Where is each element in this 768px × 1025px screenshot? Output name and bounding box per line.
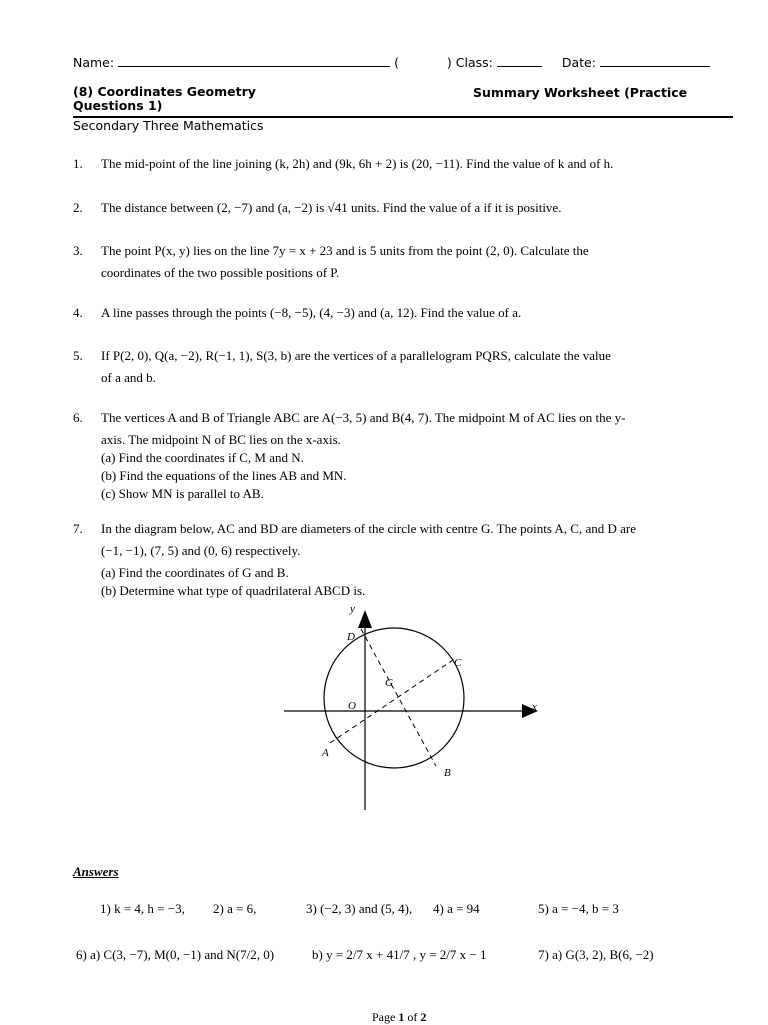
name-blank[interactable] — [118, 54, 390, 67]
question-number: 3. — [73, 243, 83, 258]
question-text: The point P(x, y) lies on the line 7y = x + 23 and is 5 units from the point (2, 0). Calculate the — [101, 243, 589, 258]
title-right: Summary Worksheet (Practice — [473, 85, 688, 100]
label-x: x — [532, 701, 537, 713]
date-blank[interactable] — [600, 54, 710, 67]
answer-item: 6) a) C(3, −7), M(0, −1) and N(7/2, 0) — [76, 947, 275, 962]
name-label: Name: — [73, 55, 115, 70]
question-number: 7. — [73, 521, 83, 536]
answers-heading: Answers — [73, 864, 119, 879]
page-title — [73, 85, 256, 113]
page-of: of — [407, 1010, 418, 1024]
question-text: of a and b. — [101, 370, 156, 385]
y-axis-arrow — [358, 610, 372, 628]
answer-item: 2) a = 6, — [213, 901, 257, 916]
question-number: 6. — [73, 410, 83, 425]
answer-item: 3) (−2, 3) and (5, 4), — [306, 901, 413, 916]
page-label: Page — [372, 1010, 396, 1024]
question-text: The distance between (2, −7) and (a, −2) is √41 units. Find the value of a if it is positive. — [101, 200, 562, 215]
title-line-2: Questions 1) — [73, 98, 163, 113]
question-part: (b) Determine what type of quadrilateral ABCD is. — [101, 583, 366, 598]
page-current: 1 — [398, 1010, 405, 1024]
question-text: If P(2, 0), Q(a, −2), R(−1, 1), S(3, b) are the vertices of a parallelogram PQRS, calculate the value — [101, 348, 611, 363]
question-text: The vertices A and B of Triangle ABC are A(−3, 5) and B(4, 7). The midpoint M of AC lies on the y- — [101, 410, 626, 425]
circle — [324, 628, 464, 768]
label-a: A — [322, 747, 329, 759]
label-origin: O — [348, 700, 356, 712]
question-number: 2. — [73, 200, 83, 215]
question-text: In the diagram below, AC and BD are diameters of the circle with centre G. The points A, C, and D are — [101, 521, 637, 536]
circle-diagram — [270, 598, 560, 818]
question-text: A line passes through the points (−8, −5), (4, −3) and (a, 12). Find the value of a. — [101, 305, 522, 320]
date-label: Date: — [561, 55, 596, 70]
answer-item: 7) a) G(3, 2), B(6, −2) — [538, 947, 654, 962]
label-b: B — [444, 767, 451, 779]
question-text: (−1, −1), (7, 5) and (0, 6) respectively. — [101, 543, 301, 558]
question-part: (c) Show MN is parallel to AB. — [101, 486, 264, 501]
class-label: Class: — [455, 55, 493, 70]
page-total: 2 — [420, 1010, 427, 1024]
paren-open: ( — [394, 55, 399, 70]
question-text: The mid-point of the line joining (k, 2h) and (9k, 6h + 2) is (20, −11). Find the value of k and of h. — [101, 156, 614, 171]
class-blank[interactable] — [497, 54, 542, 67]
question-number: 4. — [73, 305, 83, 320]
question-text: axis. The midpoint N of BC lies on the x-axis. — [101, 432, 341, 447]
answer-item: 4) a = 94 — [433, 901, 480, 916]
question-number: 5. — [73, 348, 83, 363]
question-part: (b) Find the equations of the lines AB and MN. — [101, 468, 347, 483]
answer-item: 1) k = 4, h = −3, — [100, 901, 185, 916]
answer-item: 5) a = −4, b = 3 — [538, 901, 619, 916]
diameter-bd — [361, 629, 436, 766]
page-footer — [372, 1010, 426, 1025]
paren-close: ) — [446, 55, 452, 70]
question-part: (a) Find the coordinates if C, M and N. — [101, 450, 304, 465]
question-number: 1. — [73, 156, 83, 171]
label-d: D — [347, 631, 355, 643]
title-line-1: (8) Coordinates Geometry — [73, 84, 256, 99]
label-c: C — [454, 657, 462, 669]
answer-item: b) y = 2/7 x + 41/7 , y = 2/7 x − 1 — [312, 947, 487, 962]
label-y: y — [350, 603, 355, 615]
question-text: coordinates of the two possible positions of P. — [101, 265, 340, 280]
label-g: G — [385, 677, 393, 689]
name-field — [73, 54, 710, 70]
question-part: (a) Find the coordinates of G and B. — [101, 565, 289, 580]
subtitle: Secondary Three Mathematics — [73, 118, 264, 133]
